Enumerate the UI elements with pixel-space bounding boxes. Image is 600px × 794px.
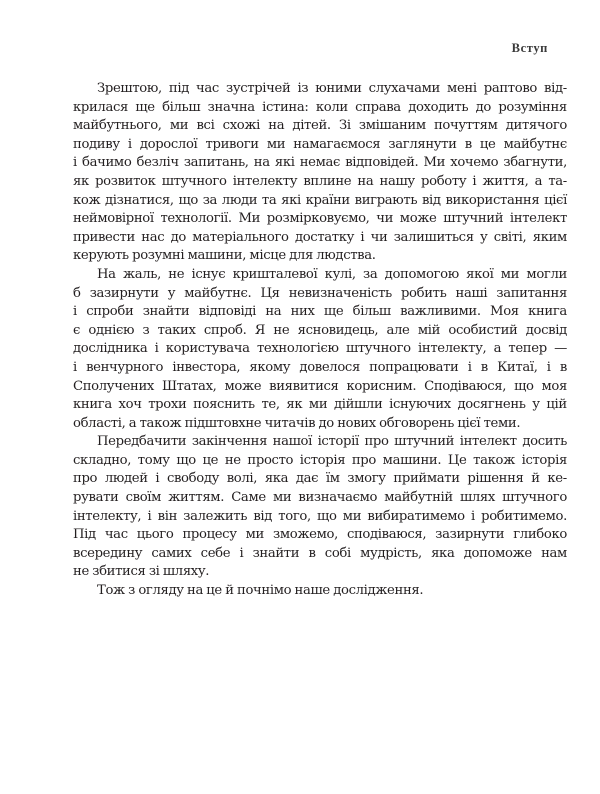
paragraph bbox=[73, 582, 567, 601]
text-line: області, а також підштовхне читачів до нових обговорень цієї теми. bbox=[73, 415, 521, 431]
text-line: Зрештою, під час зустрічей із юними слухачами мені раптово від- bbox=[97, 81, 567, 96]
text-line: рувати своїм життям. Саме ми визначаємо майбутній шлях штучного bbox=[73, 490, 567, 506]
text-line: дослідника і користувача технологією штучного інтелекту, а тепер — bbox=[73, 341, 567, 357]
text-line: Сполучених Штатах, може виявитися корисним. Сподіваюся, що моя bbox=[73, 378, 567, 394]
text-line: кож дізнатися, що за люди та які країни виграють від використання цієї bbox=[73, 192, 567, 208]
text-line: про людей і свободу волі, яка дає їм змогу приймати рішення й ке- bbox=[73, 471, 567, 487]
text-line: неймовірної технології. Ми розмірковуємо, чи може штучний інтелект bbox=[73, 211, 567, 227]
text-line: книга хоч трохи пояснить те, як ми дійшли існуючих досягнень у цій bbox=[73, 397, 567, 413]
text-line: є однією з таких спроб. Я не ясновидець, але мій особистий досвід bbox=[73, 322, 567, 338]
text-line: подиву і дорослої тривоги ми намагаємося заглянути в це майбутнє bbox=[73, 136, 567, 152]
paragraph bbox=[73, 80, 567, 266]
paragraph bbox=[73, 266, 567, 433]
body-text bbox=[73, 80, 567, 601]
text-line: б зазирнути у майбутнє. Ця невизначеність робить наші запитання bbox=[73, 285, 567, 301]
text-line: керують розумні машини, місце для людства. bbox=[73, 248, 376, 264]
text-line: майбутнього, ми всі схожі на дітей. Зі змішаним почуттям дитячого bbox=[73, 118, 567, 134]
text-line: Передбачити закінчення нашої історії про штучний інтелект досить bbox=[97, 434, 567, 450]
text-line: складно, тому що це не просто історія про машини. Це також історія bbox=[73, 452, 567, 468]
running-head: Вступ bbox=[511, 41, 548, 55]
text-line: На жаль, не існує кришталевої кулі, за допомогою якої ми могли bbox=[97, 266, 567, 282]
text-line: і бачимо безліч запитань, на які немає відповідей. Ми хочемо збагнути, bbox=[73, 155, 567, 171]
text-line: як розвиток штучного інтелекту вплине на нашу роботу і життя, а та- bbox=[73, 173, 567, 189]
text-line: інтелекту, і він залежить від того, що ми вибиратимемо і робитимемо. bbox=[73, 508, 567, 524]
text-line: і спроби знайти відповіді на них ще більш важливими. Моя книга bbox=[73, 304, 567, 320]
text-line: і венчурного інвестора, якому довелося попрацювати і в Китаї, і в bbox=[73, 359, 567, 375]
paragraph bbox=[73, 433, 567, 582]
text-line: не збитися зі шляху. bbox=[73, 564, 210, 580]
text-line: Тож з огляду на це й почнімо наше дослідження. bbox=[97, 583, 424, 599]
text-line: всередину самих себе і знайти в собі мудрість, яка допоможе нам bbox=[73, 545, 567, 561]
text-line: Під час цього процесу ми зможемо, сподіваюся, зазирнути глибоко bbox=[73, 527, 567, 543]
text-line: привести нас до матеріального достатку і чи залишиться у світі, яким bbox=[73, 229, 567, 245]
text-line: крилася ще більш значна істина: коли справа доходить до розуміння bbox=[73, 99, 567, 115]
